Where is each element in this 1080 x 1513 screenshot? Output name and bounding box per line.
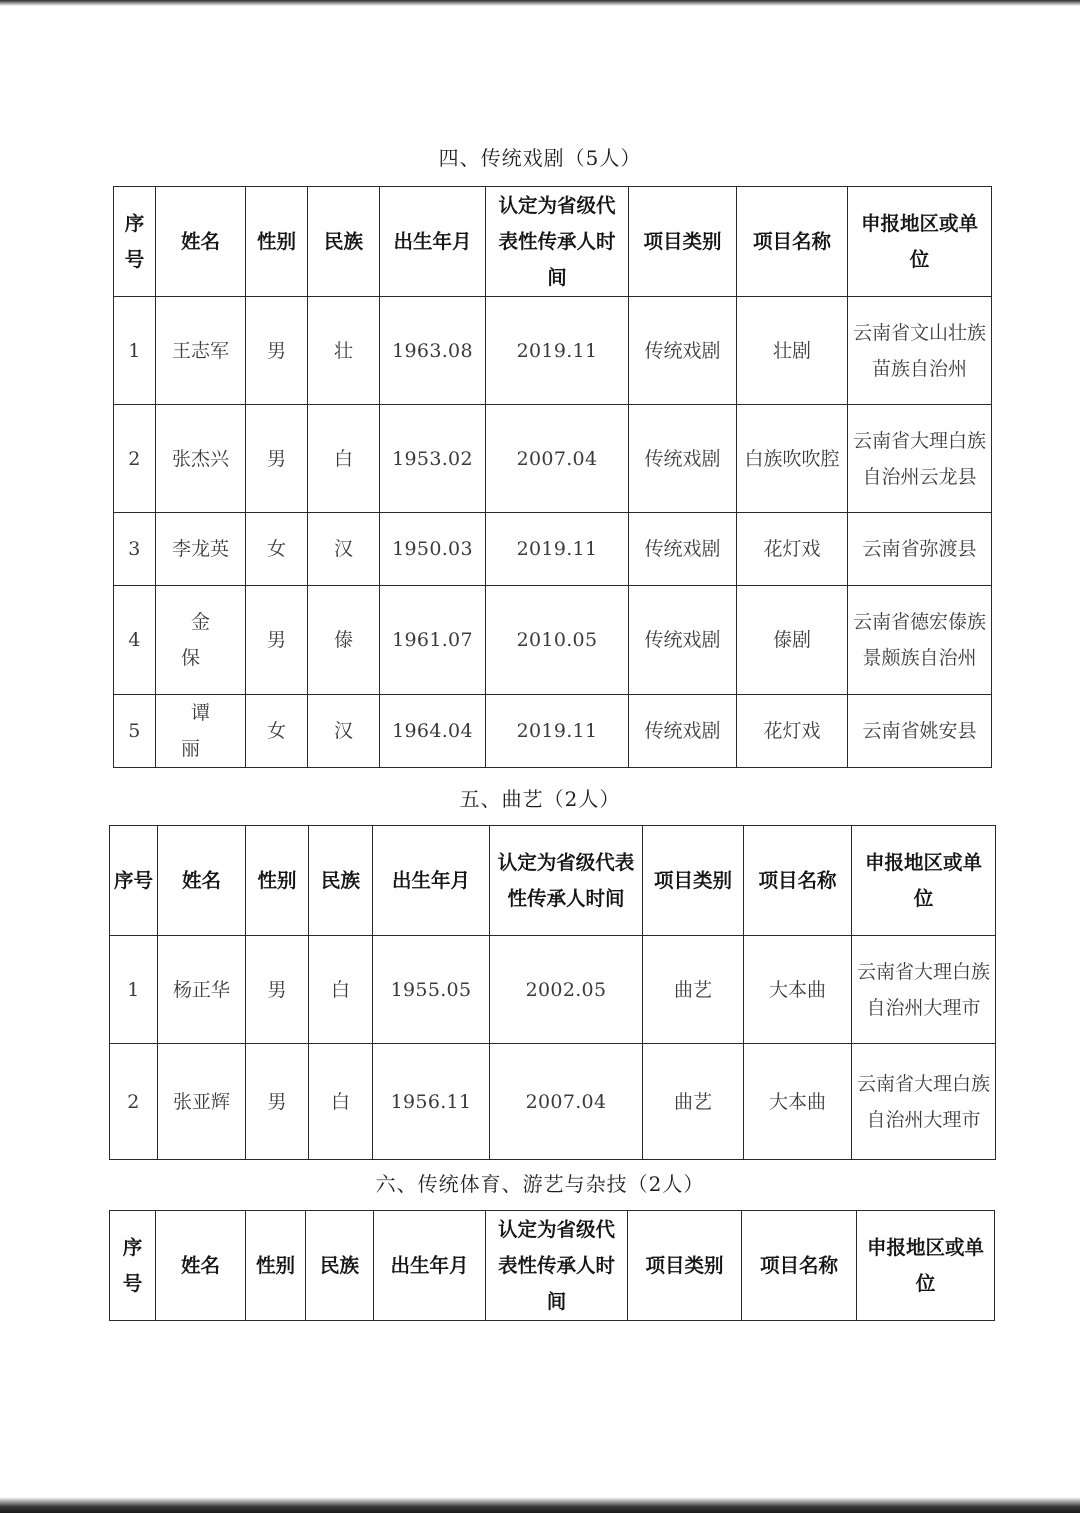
cell-certified: 2019.11 xyxy=(486,513,629,586)
cell-project: 大本曲 xyxy=(744,936,852,1044)
table-row xyxy=(114,405,992,513)
header-cell: 序号 xyxy=(110,1211,156,1321)
cell-region: 云南省大理白族自治州大理市 xyxy=(852,1044,996,1160)
header-cell: 项目类别 xyxy=(628,1211,742,1321)
cell-gender: 男 xyxy=(246,586,308,695)
header-cell: 性别 xyxy=(246,826,309,936)
cell-category: 传统戏剧 xyxy=(629,695,737,768)
cell-index: 4 xyxy=(114,586,156,695)
cell-ethnicity: 壮 xyxy=(308,297,380,405)
cell-category: 传统戏剧 xyxy=(629,513,737,586)
cell-name: 张亚辉 xyxy=(158,1044,246,1160)
table-header-row xyxy=(110,826,996,936)
cell-gender: 女 xyxy=(246,513,308,586)
cell-ethnicity: 白 xyxy=(309,936,373,1044)
cell-gender: 男 xyxy=(246,405,308,513)
scan-edge-bottom xyxy=(0,1497,1080,1513)
cell-name: 张杰兴 xyxy=(156,405,246,513)
header-cell: 项目名称 xyxy=(742,1211,857,1321)
header-cell: 民族 xyxy=(308,187,380,297)
cell-project: 傣剧 xyxy=(737,586,848,695)
cell-birth: 1964.04 xyxy=(380,695,486,768)
cell-category: 传统戏剧 xyxy=(629,297,737,405)
cell-certified: 2002.05 xyxy=(490,936,643,1044)
header-cell: 序号 xyxy=(114,187,156,297)
header-cell: 项目名称 xyxy=(744,826,852,936)
table-row xyxy=(114,695,992,768)
header-cell: 出生年月 xyxy=(373,826,490,936)
cell-category: 传统戏剧 xyxy=(629,405,737,513)
cell-birth: 1955.05 xyxy=(373,936,490,1044)
cell-region: 云南省文山壮族苗族自治州 xyxy=(848,297,992,405)
scan-edge-top xyxy=(0,0,1080,6)
header-cell: 出生年月 xyxy=(380,187,486,297)
cell-index: 1 xyxy=(110,936,158,1044)
cell-certified: 2007.04 xyxy=(490,1044,643,1160)
cell-name: 李龙英 xyxy=(156,513,246,586)
cell-ethnicity: 白 xyxy=(309,1044,373,1160)
header-cell: 姓名 xyxy=(156,187,246,297)
header-cell: 性别 xyxy=(246,1211,306,1321)
table-row xyxy=(114,513,992,586)
cell-gender: 女 xyxy=(246,695,308,768)
cell-project: 白族吹吹腔 xyxy=(737,405,848,513)
cell-index: 2 xyxy=(110,1044,158,1160)
header-cell: 民族 xyxy=(306,1211,374,1321)
cell-birth: 1953.02 xyxy=(380,405,486,513)
cell-category: 曲艺 xyxy=(643,936,744,1044)
cell-project: 花灯戏 xyxy=(737,695,848,768)
cell-certified: 2007.04 xyxy=(486,405,629,513)
cell-certified: 2010.05 xyxy=(486,586,629,695)
header-cell: 姓名 xyxy=(156,1211,246,1321)
cell-region: 云南省德宏傣族景颇族自治州 xyxy=(848,586,992,695)
cell-index: 2 xyxy=(114,405,156,513)
header-cell: 序号 xyxy=(110,826,158,936)
cell-gender: 男 xyxy=(246,1044,309,1160)
cell-category: 曲艺 xyxy=(643,1044,744,1160)
cell-birth: 1961.07 xyxy=(380,586,486,695)
header-cell: 认定为省级代表性传承人时间 xyxy=(490,826,643,936)
cell-birth: 1963.08 xyxy=(380,297,486,405)
header-cell: 认定为省级代表性传承人时间 xyxy=(486,1211,628,1321)
table-row xyxy=(114,297,992,405)
cell-ethnicity: 白 xyxy=(308,405,380,513)
header-cell: 项目类别 xyxy=(629,187,737,297)
table-row xyxy=(110,1044,996,1160)
cell-certified: 2019.11 xyxy=(486,695,629,768)
table-header-row xyxy=(114,187,992,297)
header-cell: 认定为省级代表性传承人时间 xyxy=(486,187,629,297)
cell-ethnicity: 汉 xyxy=(308,695,380,768)
table-row xyxy=(110,936,996,1044)
header-cell: 申报地区或单位 xyxy=(852,826,996,936)
cell-project: 壮剧 xyxy=(737,297,848,405)
cell-project: 大本曲 xyxy=(744,1044,852,1160)
table-quyi xyxy=(109,825,996,1160)
section-title-sports-acrobatics: 六、传统体育、游艺与杂技（2人） xyxy=(375,1172,705,1196)
cell-project: 花灯戏 xyxy=(737,513,848,586)
cell-name: 杨正华 xyxy=(158,936,246,1044)
cell-name: 王志军 xyxy=(156,297,246,405)
cell-category: 传统戏剧 xyxy=(629,586,737,695)
header-cell: 项目名称 xyxy=(737,187,848,297)
cell-ethnicity: 汉 xyxy=(308,513,380,586)
table-row xyxy=(114,586,992,695)
section-title-traditional-opera: 四、传统戏剧（5人） xyxy=(438,146,642,170)
header-cell: 申报地区或单位 xyxy=(848,187,992,297)
header-cell: 性别 xyxy=(246,187,308,297)
header-cell: 出生年月 xyxy=(374,1211,486,1321)
header-cell: 姓名 xyxy=(158,826,246,936)
cell-index: 5 xyxy=(114,695,156,768)
cell-gender: 男 xyxy=(246,297,308,405)
cell-index: 1 xyxy=(114,297,156,405)
cell-ethnicity: 傣 xyxy=(308,586,380,695)
header-cell: 申报地区或单位 xyxy=(857,1211,995,1321)
cell-name: 谭丽 xyxy=(156,695,246,768)
cell-birth: 1950.03 xyxy=(380,513,486,586)
cell-region: 云南省大理白族自治州云龙县 xyxy=(848,405,992,513)
cell-certified: 2019.11 xyxy=(486,297,629,405)
cell-region: 云南省弥渡县 xyxy=(848,513,992,586)
cell-index: 3 xyxy=(114,513,156,586)
cell-gender: 男 xyxy=(246,936,309,1044)
table-sports-acrobatics xyxy=(109,1210,995,1321)
table-header-row xyxy=(110,1211,995,1321)
cell-region: 云南省姚安县 xyxy=(848,695,992,768)
table-traditional-opera xyxy=(113,186,992,768)
cell-birth: 1956.11 xyxy=(373,1044,490,1160)
header-cell: 项目类别 xyxy=(643,826,744,936)
header-cell: 民族 xyxy=(309,826,373,936)
cell-name: 金保 xyxy=(156,586,246,695)
section-title-quyi: 五、曲艺（2人） xyxy=(459,787,621,811)
cell-region: 云南省大理白族自治州大理市 xyxy=(852,936,996,1044)
